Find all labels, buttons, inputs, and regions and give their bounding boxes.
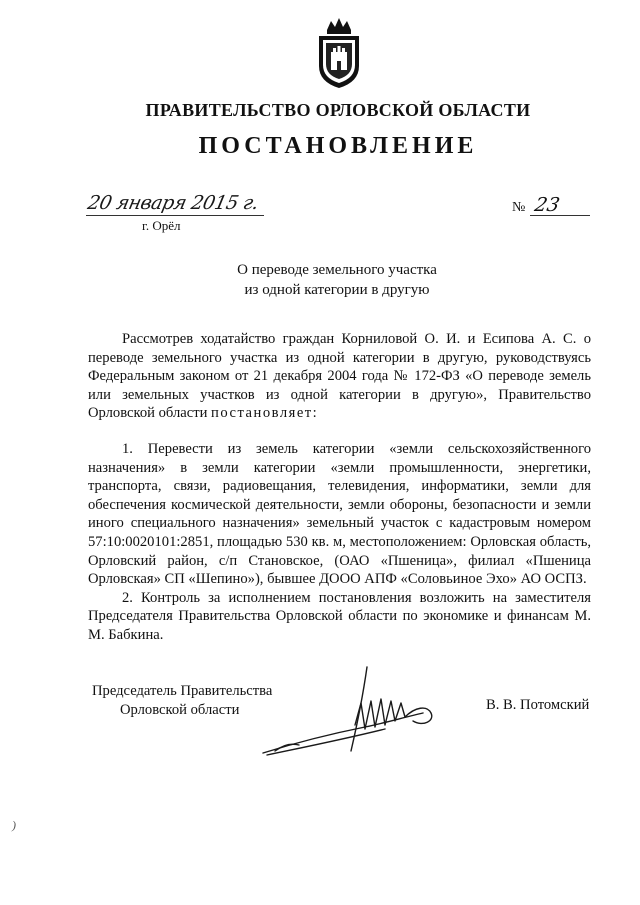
subject-line-2: из одной категории в другую: [244, 282, 430, 298]
margin-mark: ): [12, 818, 16, 832]
signatory-name: В. В. Потомский: [486, 697, 590, 713]
preamble-text: Рассмотрев ходатайство граждан Корниловой О. И. и Есипова А. С. о переводе земельного участка из одной категории в другую, руководствуясь Федеральным законом от 21 декабря 2004 года № 172-ФЗ «О переводе земель или земельных участков из одной категории в другую», Правительство Орловской области: [88, 331, 591, 422]
number-label: №: [512, 200, 526, 215]
paragraph-item-2: 2. Контроль за исполнением постановления возложить на заместителя Председателя Правительства Орловской области по экономике и финансам М. М. Бабкина.: [88, 589, 591, 643]
coat-of-arms-icon: [313, 16, 365, 90]
handwritten-number: 23: [532, 194, 562, 216]
number-underline: [530, 215, 590, 216]
document-type-title: ПОСТАНОВЛЕНИЕ: [198, 133, 478, 159]
document-subject: [0, 260, 640, 300]
paragraph-preamble: [88, 330, 591, 423]
signatory-title-line-1: Председатель Правительства: [92, 683, 273, 699]
resolution-keyword: постановляет:: [211, 405, 319, 422]
organization-title: ПРАВИТЕЛЬСТВО ОРЛОВСКОЙ ОБЛАСТИ: [145, 100, 531, 120]
signatory-title: [92, 682, 272, 720]
handwritten-date: 20 января 2015 г.: [85, 192, 261, 214]
handwritten-signature: [255, 655, 455, 760]
city-label: г. Орёл: [142, 218, 181, 233]
subject-line-1: О переводе земельного участка: [237, 262, 437, 278]
date-underline: [86, 215, 264, 216]
document-body: [88, 330, 591, 645]
paragraph-item-1: 1. Перевести из земель категории «земли сельскохозяйственного назначения» в земли категории «земли промышленности, энергетики, транспорта, связи, радиовещания, телевидения, информатики, земли для обеспечения космической деятельности, земли обороны, безопасности и земли иного специального назначения» земельный участок с кадастровым номером 57:10:0020101:2851, площадью 530 кв. м, местоположением: Орловская область, Орловский район, с/п Становское, (ОАО «Пшеница», филиал «Пшеница Орловская» СП «Шепино»), бывшее ДООО АПФ «Соловьиное Эхо» АО ОСПЗ.: [88, 440, 591, 588]
signatory-title-line-2: Орловской области: [120, 702, 240, 718]
